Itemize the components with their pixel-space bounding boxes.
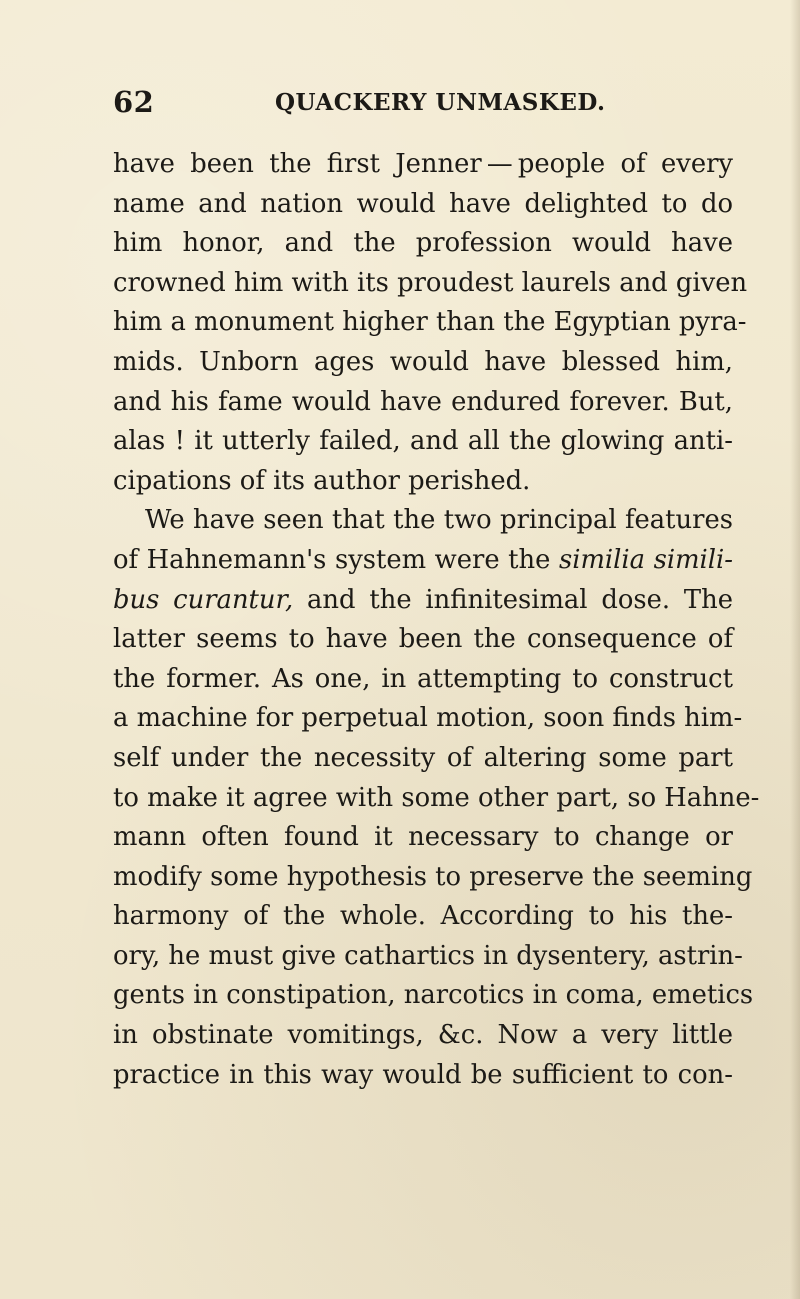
text-line: mann often found it necessary to change or — [113, 822, 733, 853]
page-header — [113, 82, 733, 122]
running-head: QUACKERY UNMASKED. — [275, 89, 606, 116]
latin-phrase: similia simili- — [558, 544, 734, 575]
text-fragment: and the infinitesimal dose. The — [307, 584, 733, 615]
text-line: a machine for perpetual motion, soon finds him- — [113, 703, 743, 734]
main-text — [113, 145, 760, 1095]
text-line: in obstinate vomitings, &c. Now a very little — [113, 1020, 733, 1051]
text-line-with-italic — [113, 541, 733, 581]
text-line: practice in this way would be sufficient to con- — [113, 1059, 733, 1090]
text-line: have been the first Jenner — people of every — [113, 149, 733, 179]
text-line: ory, he must give cathartics in dysentery, astrin- — [113, 940, 743, 971]
text-line: self under the necessity of altering some part — [113, 742, 733, 773]
text-line: mids. Unborn ages would have blessed him, — [113, 346, 733, 377]
text-line: and his fame would have endured forever. But, — [113, 386, 733, 417]
text-line: the former. As one, in attempting to construct — [113, 663, 733, 694]
text-line: him a monument higher than the Egyptian pyra- — [113, 307, 747, 338]
text-line: him honor, and the profession would have — [113, 228, 733, 259]
page-number: 62 — [113, 85, 155, 119]
text-line: We have seen that the two principal features — [145, 505, 733, 536]
text-line: to make it agree with some other part, so Hahne- — [113, 782, 760, 813]
text-line: crowned him with its proudest laurels and given — [113, 267, 748, 298]
text-line: cipations of its author perished. — [113, 465, 531, 496]
text-line: modify some hypothesis to preserve the seeming — [113, 861, 753, 892]
text-line: harmony of the whole. According to his the- — [113, 901, 733, 932]
latin-phrase: bus curantur, — [113, 584, 294, 615]
text-line: gents in constipation, narcotics in coma, emetics — [113, 980, 754, 1011]
page-edge-shadow — [790, 0, 800, 1299]
text-line: latter seems to have been the consequence of — [113, 624, 733, 655]
text-line: alas ! it utterly failed, and all the glowing anti- — [113, 426, 733, 457]
text-line: name and nation would have delighted to do — [113, 188, 733, 219]
text-fragment: of Hahnemann's system were the — [113, 544, 551, 575]
text-line-with-italic — [113, 581, 733, 621]
